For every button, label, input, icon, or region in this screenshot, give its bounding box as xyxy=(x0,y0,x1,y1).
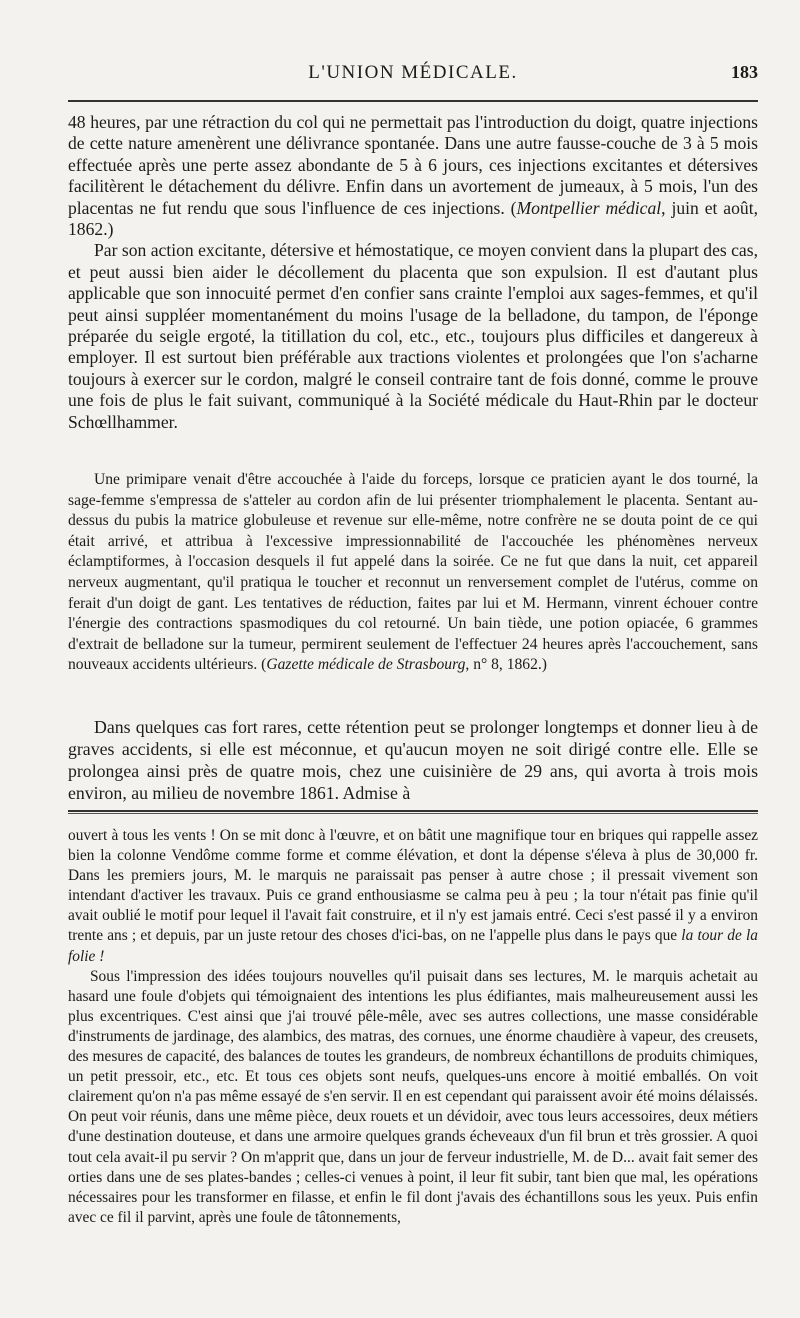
quote-paragraph xyxy=(68,470,758,676)
paragraph-text: ouvert à tous les vents ! On se mit donc à l'œuvre, et on bâtit une magnifique tour en briques qui rappelle assez bien la colonne Vendôme comme forme et comme élévation, et dont la dépense s'éleva à plus de 30,000 fr. Dans les premiers jours, M. le marquis ne paraissait pas penser à autre chose ; il pressait vivement son intendant d'activer les travaux. Puis ce grand enthousiasme se calma peu à peu ; la tour n'était pas finie qu'il avait oublié le motif pour lequel il l'avait fait construire, et il n'y est jamais entré. Ceci s'est passé il y a environ trente ans ; et depuis, par un juste retour des choses d'ici-bas, on ne l'appelle plus dans le pays que xyxy=(68,827,758,945)
running-title: L'UNION MÉDICALE. xyxy=(308,62,518,83)
feuilleton-separator xyxy=(68,810,758,814)
paragraph: Dans quelques cas fort rares, cette rétention peut se prolonger longtemps et donner lieu à de graves accidents, si elle est méconnue, et qu'aucun moyen ne soit dirigé contre elle. Elle se prolongea ainsi près de quatre mois, chez une cuisinière de 29 ans, qui avorta à trois mois environ, au milieu de novembre 1861. Admise à xyxy=(68,717,758,803)
page-header xyxy=(68,58,758,88)
feuilleton-paragraph: Sous l'impression des idées toujours nouvelles qu'il puisait dans ses lectures, M. le marquis achetait au hasard une foule d'objets qui témoignaient des intentions les plus édifiantes, mais malheureusement aussi les plus excentriques. C'est ainsi que j'ai trouvé pêle-mêle, avec ses autres collections, une masse considérable d'instruments de jardinage, des alambics, des matras, des cornues, une énorme chaudière à vapeur, des creusets, des mesures de capacité, des balances de toutes les grandeurs, de nombreux échantillons de produits chimiques, un petit pressoir, etc., etc. Et tous ces objets sont neufs, quelques-uns encore à moitié emballés. On voit clairement qu'on n'a pas même essayé de s'en servir. Il en est cependant qui paraissent avoir été moins délaissés. On peut voir réunis, dans une même pièce, deux rouets et un dévidoir, avec tous leurs accessoires, deux métiers d'une destination douteuse, et dans une armoire quelques grands écheveaux d'un fil brun et très grossier. A quoi tout cela avait-il pu servir ? On m'apprit que, dans un jour de ferveur industrielle, M. de D... avait fait semer des orties dans une de ses plates-bandes ; celles-ci venues à point, il leur fit subir, tant bien que mal, les opérations nécessaires pour les transformer en filasse, et enfin le fil dont j'avais des échantillons sous les yeux. Puis enfin avec ce fil il parvint, après une foule de tâtonnements, xyxy=(68,967,758,1226)
quote-text: Une primipare venait d'être accouchée à l'aide du forceps, lorsque ce praticien ayant le dos tourné, la sage-femme s'empressa de s'atteler au cordon afin de lui présenter triomphalement le placenta. Sentant au-dessus du pubis la matrice globuleuse et revenue sur elle-même, notre confrère ne se douta point de ce qui était arrivé, et attribua à l'excessive impressionnabilité de l'accouchée les phénomènes nerveux éclamptiformes, à l'occasion desquels il fut appelé dans la soirée. Ce ne fut que dans la nuit, cet appareil nerveux augmentant, qu'il pratiqua le toucher et reconnut un renversement complet de l'utérus, comme on ferait d'un doigt de gant. Les tentatives de réduction, faites par lui et M. Hermann, vinrent échouer contre l'énergie des contractions spasmodiques du col retourné. Un bain tiède, une potion opiacée, 6 grammes d'extrait de belladone sur la tumeur, permirent seulement de l'effectuer 24 heures après l'accouchement, sans nouveaux accidents ultérieurs. ( xyxy=(68,471,758,674)
paragraph: Par son action excitante, détersive et hémostatique, ce moyen convient dans la plupart des cas, et peut aussi bien aider le décollement du placenta que son expulsion. Il est d'autant plus applicable que son innocuité permet d'en confier sans crainte l'emploi aux sages-femmes, et qu'il peut ainsi suppléer momentanément du moins l'usage de la belladone, du tampon, de l'éponge préparée du seigle ergoté, la titillation du col, etc., etc., toujours plus difficiles et dangereux à employer. Il est surtout bien préférable aux tractions violentes et prolongées que l'on s'acharne toujours à exercer sur le cordon, malgré le conseil contraire tant de fois donné, comme le prouve une fois de plus le fait suivant, communiqué à la Société médicale du Haut-Rhin par le docteur Schœllhammer. xyxy=(68,240,758,432)
citation-date: , juin et août, 1862.) xyxy=(68,197,758,240)
italic-phrase: la tour de la folie ! xyxy=(68,927,758,965)
citation-source: Gazette médicale de Strasbourg xyxy=(266,656,466,674)
header-rule xyxy=(68,100,758,102)
main-text-lower xyxy=(68,716,758,804)
citation-source: Montpellier médical xyxy=(516,197,662,218)
paragraph-text: 48 heures, par une rétraction du col qui ne permettait pas l'introduction du doigt, quatre injections de cette nature amenèrent une délivrance spontanée. Dans une autre fausse-couche de 3 à 5 mois effectuée après une perte assez abondante de 5 à 6 jours, ces injections excitantes et détersives facilitèrent le détachement du délivre. Enfin dans un avortement de jumeaux, à 5 mois, l'un des placentas ne fut rendu que sous l'influence de ces injections. ( xyxy=(68,112,758,218)
page-number: 183 xyxy=(731,62,758,82)
feuilleton-text xyxy=(68,826,758,1228)
case-quote xyxy=(68,470,758,676)
main-text-upper xyxy=(68,112,758,433)
paragraph xyxy=(68,112,758,240)
feuilleton-paragraph xyxy=(68,826,758,967)
citation-date: , n° 8, 1862.) xyxy=(465,656,547,674)
